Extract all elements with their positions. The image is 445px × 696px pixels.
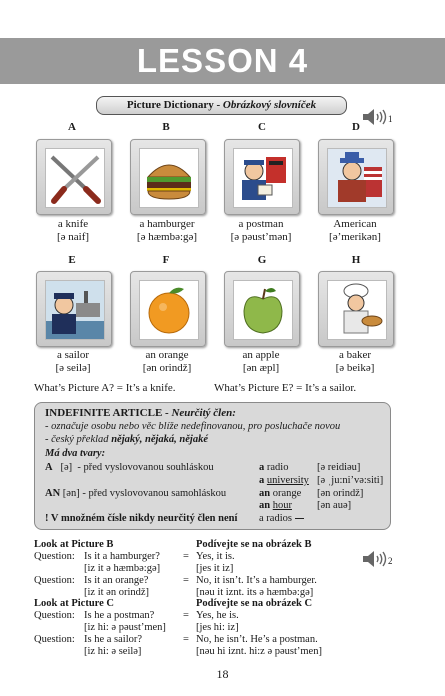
picture-card-a [36,139,112,215]
baker-icon [328,281,386,339]
article-a: A [45,462,53,473]
article-an-desc: - před vyslovovanou samohláskou [82,488,227,499]
example-article: a [259,475,267,486]
picture-word-ipa: [ən æpl] [242,362,280,374]
answer-ipa: [jes hi: iz] [196,622,239,633]
grammar-bullet-prefix: - český překlad [45,434,112,445]
picture-word [117,349,217,375]
question-label: Question: [34,634,75,645]
picture-word [211,349,311,375]
grammar-example [259,475,309,486]
question-label: Question: [34,610,75,621]
plural-example-text: a radios [259,513,292,524]
qa-example: What’s Picture A? = It’s a knife. [34,382,176,394]
picture-card-d [318,139,394,215]
answer-ipa: [nəu it iznt. its ə hæmbə:gə] [196,587,314,598]
grammar-forms-heading: Má dva tvary: [45,448,106,459]
question-label: Question: [34,551,75,562]
picture-card-g [224,271,300,347]
article-a-desc: - před vyslovovanou souhláskou [77,462,214,473]
picture-letter: G [257,254,267,266]
article-an-ipa: [ən] [62,488,80,499]
picture-card-h [318,271,394,347]
answer-text: No, it isn’t. It’s a hamburger. [196,575,317,586]
audio-track-number: 2 [388,556,393,566]
equals-sign: = [183,575,189,586]
answer-ipa: [nəu hi iznt. hi:z ə pəust’men] [196,646,322,657]
equals-sign: = [183,610,189,621]
grammar-row-an [45,488,226,499]
article-a-ipa: [ə] [60,462,73,473]
strike-line [295,518,304,519]
picture-word-ipa: [ə beikə] [335,362,375,374]
answer-text: Yes, it is. [196,551,235,562]
answer-text: No, he isn’t. He’s a postman. [196,634,318,645]
picture-letter: C [258,121,266,133]
picture-dictionary-label: Picture Dictionary - [126,99,223,111]
picture-letter: B [162,121,170,133]
audio-track-number: 1 [388,114,393,124]
example-word: radio [266,462,289,473]
question-ipa: [iz hi: ə pəust’men] [84,622,166,633]
picture-word-en: a knife [57,218,89,230]
knife-icon [46,149,104,207]
picture-word-en: a postman [238,218,284,230]
picture-card-e [36,271,112,347]
equals-sign: = [183,551,189,562]
question-text: Is he a postman? [84,610,155,621]
example-word: university [266,475,309,486]
example-article: an [259,500,273,511]
american-icon [328,149,386,207]
picture-letter: A [68,121,76,133]
example-word: hour [272,500,292,511]
picture-word-en: a baker [338,349,372,361]
page-number: 18 [216,667,229,681]
orange-icon [140,281,198,339]
picture-word [23,218,123,244]
picture-card-f [130,271,206,347]
picture-word-en: an apple [242,349,280,361]
dialogue-heading-en: Look at Picture B [34,539,114,550]
dialogue-heading-cz: Podívejte se na obrázek B [196,539,312,550]
grammar-title [45,407,236,419]
speaker-icon[interactable] [363,551,391,567]
apple-icon [234,281,292,339]
grammar-bullet: - označuje osobu nebo věc blíže nedefinovanou, pro posluchače novou [45,421,341,432]
grammar-example [259,488,301,499]
picture-word [305,349,405,375]
equals-sign: = [183,634,189,645]
question-text: Is it an orange? [84,575,149,586]
article-an: AN [45,488,61,499]
grammar-example [259,462,288,473]
dialogue-heading-cz: Podívejte se na obrázek C [196,598,313,609]
picture-word-en: a sailor [56,349,90,361]
hamburger-icon [140,149,198,207]
postman-icon [234,149,292,207]
question-text: Is it a hamburger? [84,551,160,562]
answer-text: Yes, he is. [196,610,239,621]
question-ipa: [iz it ən orindž] [84,587,150,598]
picture-letter: F [162,254,170,266]
question-ipa: [iz it ə hæmbə:gə] [84,563,161,574]
picture-word [211,218,311,244]
picture-card-c [224,139,300,215]
grammar-bullet [45,434,208,445]
picture-card-b [130,139,206,215]
picture-word-ipa: [ə pəust’mən] [230,231,292,243]
dialogue-heading-en: Look at Picture C [34,598,115,609]
picture-word-en: American [333,218,377,230]
grammar-title-cz: Neurčitý člen: [171,407,236,419]
example-article: a [259,462,267,473]
picture-word-ipa: [ə naif] [56,231,90,243]
qa-example: What’s Picture E? = It’s a sailor. [214,382,357,394]
picture-letter: D [352,121,360,133]
grammar-example [259,500,292,511]
lesson-title: LESSON 4 [136,42,309,79]
picture-word [23,349,123,375]
question-label: Question: [34,575,75,586]
example-article: an [259,488,273,499]
example-word: orange [272,488,302,499]
picture-letter: E [68,254,76,266]
picture-dictionary-label-cz: Obrázkový slovníček [222,99,317,111]
picture-dictionary-header [96,96,347,115]
answer-ipa: [jes it iz] [196,563,234,574]
picture-word-ipa: [ən orindž] [142,362,192,374]
picture-word [305,218,405,244]
example-ipa: [ən auə] [317,500,352,511]
grammar-bullet-bold: nějaký, nějaká, nějaké [111,434,209,445]
plural-note: ! V množném čísle nikdy neurčitý člen není [45,513,238,524]
grammar-title-en: INDEFINITE ARTICLE - [45,407,172,419]
picture-word-ipa: [ə’merikən] [329,231,381,243]
example-ipa: [ən orindž] [317,488,364,499]
example-ipa: [ə ˌju:ni’və:siti] [317,475,384,486]
plural-example [259,513,304,524]
picture-letter: H [351,254,361,266]
picture-word-en: an orange [145,349,189,361]
grammar-box [34,402,391,530]
question-ipa: [iz hi: ə seilə] [84,646,142,657]
sailor-icon [46,281,104,339]
picture-word-en: a hamburger [139,218,195,230]
question-text: Is he a sailor? [84,634,143,645]
example-ipa: [ə reidiəu] [317,462,361,473]
picture-word-ipa: [ə hæmbə:gə] [136,231,198,243]
picture-word-ipa: [ə seilə] [55,362,91,374]
grammar-row-a [45,462,214,473]
picture-word [117,218,217,244]
